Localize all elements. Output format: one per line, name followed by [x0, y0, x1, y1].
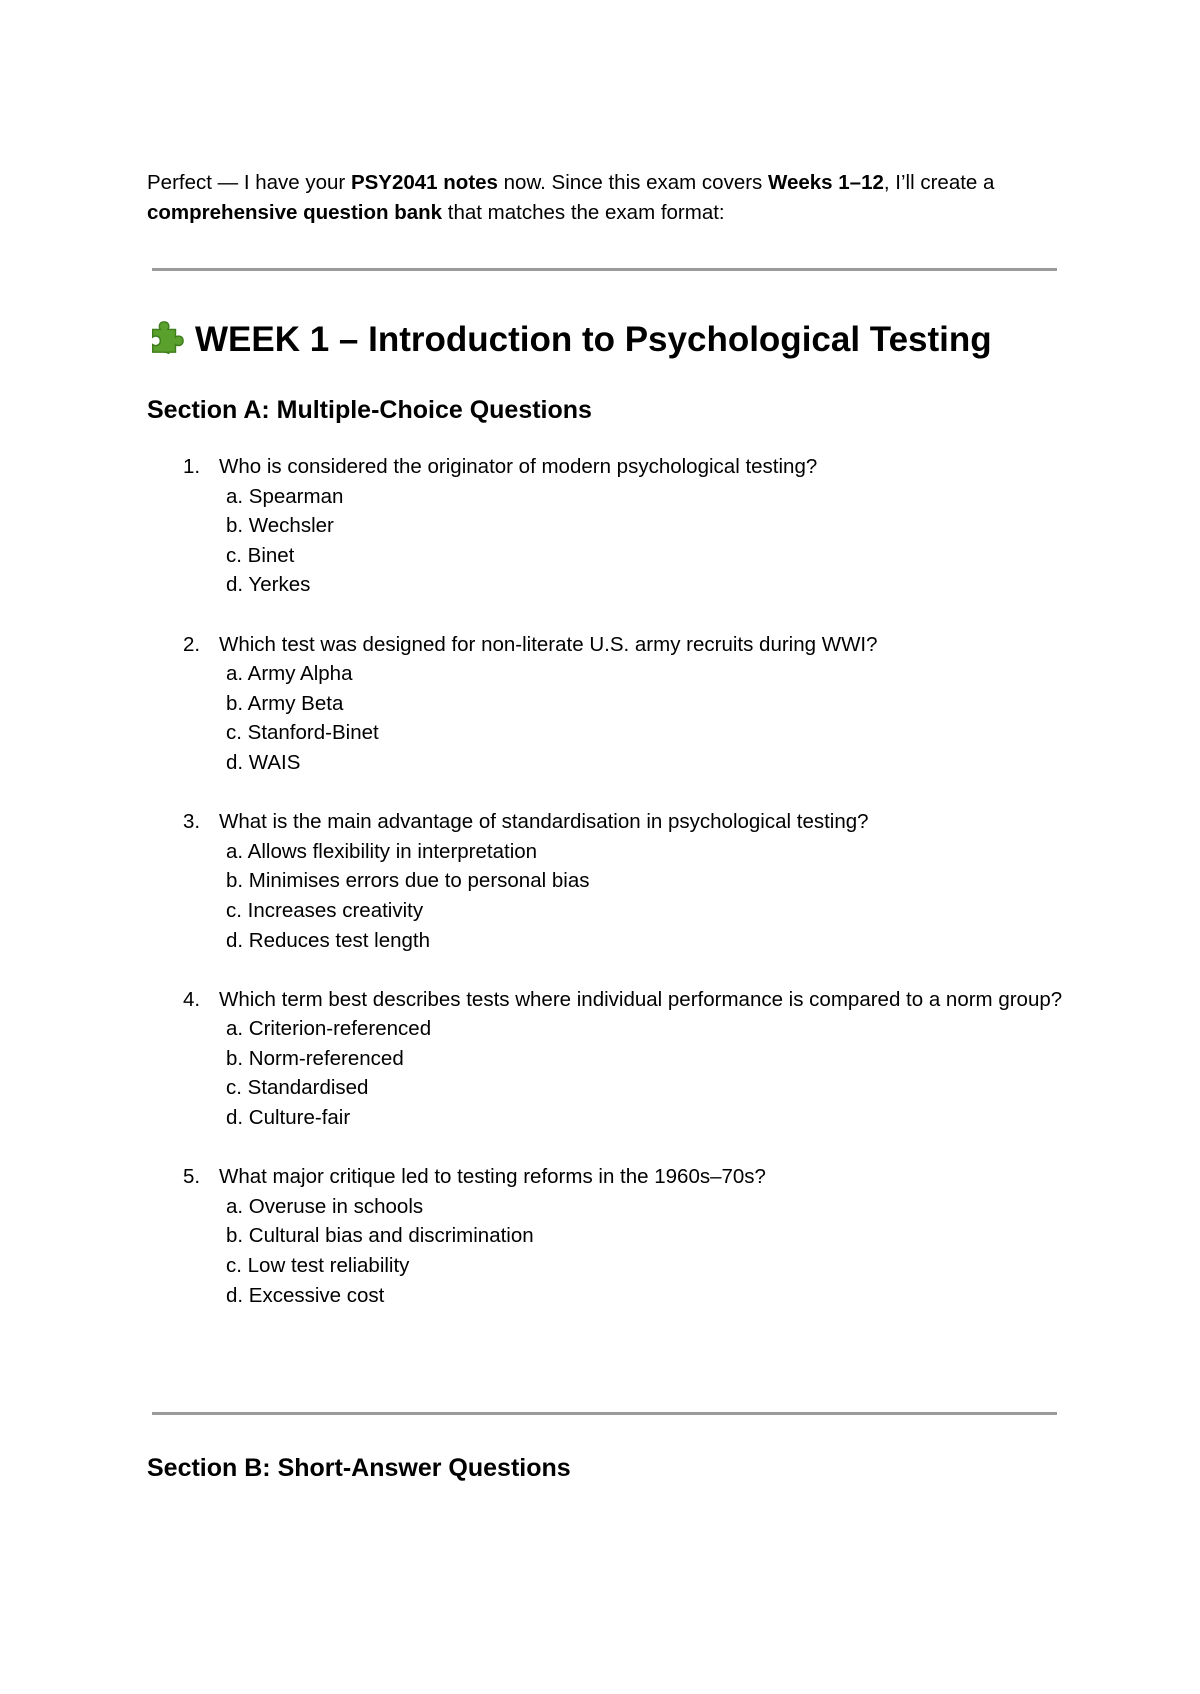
- option-b: b. Norm-referenced: [226, 1046, 404, 1070]
- option-a: a. Overuse in schools: [226, 1194, 424, 1218]
- puzzle-piece-icon: [147, 318, 185, 356]
- question-3: [147, 807, 1087, 955]
- intro-text-3: , I’ll create a: [883, 171, 995, 194]
- horizontal-divider-top: [152, 268, 1057, 271]
- option-a: a. Allows flexibility in interpretation: [226, 839, 538, 863]
- week-title-text: WEEK 1 – Introduction to Psychological Testing: [195, 320, 992, 359]
- intro-bold-course: PSY2041 notes: [350, 171, 498, 194]
- question-1: [147, 452, 1087, 600]
- question-5: [147, 1162, 1087, 1310]
- option-a: a. Criterion-referenced: [226, 1017, 432, 1041]
- week-heading: [147, 318, 992, 362]
- question-text: What major critique led to testing reforms in the 1960s–70s?: [219, 1165, 766, 1189]
- option-b: b. Wechsler: [226, 514, 334, 538]
- option-a: a. Spearman: [226, 484, 344, 508]
- intro-text-1: Perfect — I have your: [147, 171, 351, 194]
- intro-text-2: now. Since this exam covers: [497, 171, 768, 194]
- option-d: d. Excessive cost: [226, 1283, 385, 1307]
- option-d: d. Yerkes: [226, 573, 311, 597]
- question-list: [147, 452, 1087, 1340]
- option-c: c. Binet: [226, 543, 295, 567]
- question-number: 3.: [183, 810, 201, 834]
- question-number: 5.: [183, 1165, 201, 1189]
- intro-bold-bank: comprehensive question bank: [147, 201, 443, 224]
- question-4: [147, 985, 1087, 1133]
- section-a-heading: Section A: Multiple-Choice Questions: [147, 396, 592, 424]
- option-c: c. Standardised: [226, 1076, 369, 1100]
- option-c: c. Increases creativity: [226, 898, 424, 922]
- option-c: c. Low test reliability: [226, 1254, 410, 1278]
- option-d: d. Reduces test length: [226, 928, 430, 952]
- option-a: a. Army Alpha: [226, 662, 353, 686]
- intro-bold-weeks: Weeks 1–12: [768, 171, 884, 194]
- horizontal-divider-bottom: [152, 1412, 1057, 1415]
- intro-text-4: that matches the exam format:: [442, 201, 725, 224]
- option-d: d. Culture-fair: [226, 1106, 351, 1130]
- option-b: b. Minimises errors due to personal bias: [226, 869, 590, 893]
- option-b: b. Army Beta: [226, 691, 344, 715]
- question-number: 1.: [183, 455, 201, 478]
- question-text: Which test was designed for non-literate U.S. army recruits during WWI?: [219, 632, 878, 656]
- question-text: What is the main advantage of standardisation in psychological testing?: [219, 810, 869, 834]
- option-d: d. WAIS: [226, 750, 301, 774]
- question-text: Who is considered the originator of modern psychological testing?: [219, 455, 818, 478]
- question-2: [147, 630, 1087, 778]
- question-text: Which term best describes tests where individual performance is compared to a norm group?: [219, 987, 1063, 1011]
- question-number: 4.: [183, 987, 201, 1011]
- section-b-heading: Section B: Short-Answer Questions: [147, 1454, 571, 1482]
- option-b: b. Cultural bias and discrimination: [226, 1224, 534, 1248]
- question-number: 2.: [183, 632, 201, 656]
- intro-paragraph: [147, 168, 1077, 228]
- option-c: c. Stanford-Binet: [226, 721, 379, 745]
